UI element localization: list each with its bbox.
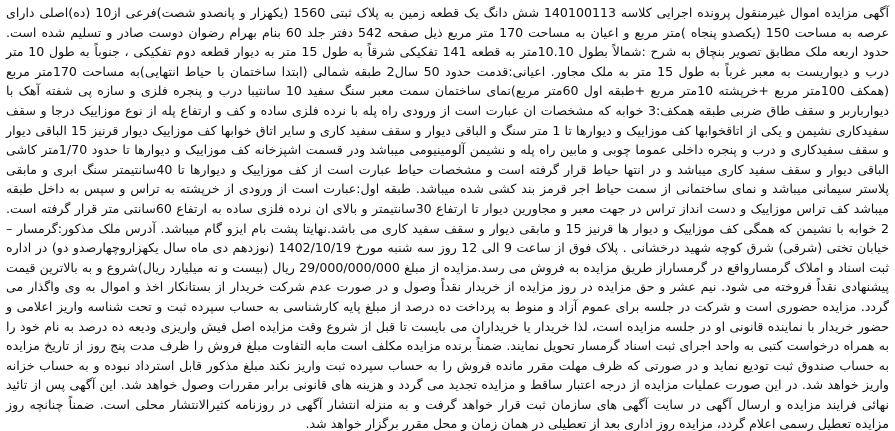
auction-notice-text: آگهی مزایده اموال غیرمنقول پرونده اجرایی کلاسه 140100113 شش دانگ یک قطعه زمین به پلاک ثبتی 1560 (یکهزار و پانصدو شصت)فرعی از10 (ده)اصلی دارای عرصه به مساحت 150 (یکصدو پنجاه )متر مربع و اعیان به مساحت 170 متر مربع ذیل صفحه 542 دفتر جلد 60 بنام بهرام رضوان دوست صادر و تسلیم شده است. حدود اربعه ملک مطابق تصویر بنچاق به شرح :شمالاً بطول 10.10متر به قطعه 141 تفکیکی شرقاً به طول 15 متر به دیوار قطعه دوم تفکیکی ، جنوباً به طول 10 متر درب و دیواریست به معبر غرباً به طول 15 متر به ملک مجاور. اعیانی:قدمت حدود 50 سال2 طبقه شمالی (ابتدا ساختمان با حیاط انتهایی)به مساحت 170متر مربع (همکف 100متر مربع +خرپشته 10متر مربع +طبقه اول 60متر مربع)نمای ساختمان سمت معبر سنگ سفید 10 سانتیبا درب و پنجره فلزی و سازه پی شفته آهک با دیوارباربر و سقف طاق ضربی طبقه همکف:3 خوابه که مشخصات ان عبارت است از ورودی راه پله با نرده فلزی ساده و کف و ارتفاع پله از نوع موزاییک درجا و سقف سفیدکاری نشیمن و یکی از اتاقخوابها کف موزاییک و دیوارها تا 1 متر سنگ و الباقی دیوار و سقف سفید کاری و سایر اتاق خوابها کف موزاییک دیوار قرنیز 15 الباقی دیوار و سقف سفیدکاری و درب و پنجره داخلی عموما چوبی و مابین راه پله و نشیمن آلومینیومی میباشد ودر قسمت اشپزخانه کف موزاییک و دیوارها تا حدود 1/70متر کاشی الباقی دیوار و سقف سفید کاری میباشد و در انتها حیاط قرار گرفته است و مشخصات حیاط عبارت است از کف موزاییک و دیوارها تا 40سانتیمتر سنگ ابری و مابقی پلاستر سیمانی میباشد و نمای ساختمانی از سمت حیاط اجر قرمز بند کشی شده میباشد. طبقه اول:عبارت است از ورودی از خرپشته به تراس و سپس به داخل طبقه میباشد کف تراس موزاییک و دست انداز تراس در جهت معبر و مجاورین دیوار تا ارتفاع 30سانتیمتر و بالای ان نرده فلزی ساده به ارتفاع 60سانتی متر قرار گرفته است. 2 خوابه با نشیمن که همگی کف موزاییک و دیوار ها قرنیز 15 و مابقی دیوار و سقف سفید کاری می باشد.نهایتا پشت بام ایزو گام میباشد. آدرس ملک مذکور:گرمسار – خیابان تختی (شرقی) شرق کوچه شهید درخشانی . پلاک فوق از ساعت 9 الی 12 روز سه شنبه مورخ 1402/10/19 (نوزدهم دی ماه سال یکهزاروچهارصدو دو) در اداره ثبت اسناد و املاک گرمسارواقع در گرمساراز طریق مزایده به فروش می رسد.مزایده از مبلغ 29/000/000/000 ریال (بیست و نه میلیارد ریال)شروع و به بالاترین قیمت پیشنهادی نقداً فروخته می شود. نیم عشر و حق مزایده در روز مزایده از خریدار نقداً وصول و در صورت عدم شرکت خریدار از بستانکار اخذ و اموال به وی واگذار می گردد. مزایده حضوری است و شرکت در جلسه برای عموم آزاد و منوط به پرداخت ده درصد از مبلغ پایه کارشناسی به حساب سپرده ثبت و تحت شناسه واریز اعلامی و حضور خریدار با نماینده قانونی او در جلسه مزایده است، لذا خریدار یا خریداران می بایست تا قبل از شروع وقت مزایده اصل فیش واریزی ودیعه ده درصد به نام خود را به همراه درخواست کتبی به واحد اجرای ثبت اسناد گرمسار تحویل نمایند. ضمناً برنده مزایده مکلف است مابه التفاوت مبلغ فروش را ظرف مدت پنج روز از تاریخ مزایده به حساب صندوق ثبت تودیع نماید و در صورتی که ظرف مهلت مقرر مانده فروش را به حساب سپرده ثبت واریز نکند مبلغ مذکور قابل استرداد نبوده و به حساب خزانه واریز خواهد شد. در این صورت عملیات مزایده از درجه اعتبار ساقط و مزایده تجدید می گردد و هزینه های قانونی برابر مقررات وصول خواهد شد. این آگهی پس از تائید نهائی فرایند مزایده و ارسال آگهی در سایت آگهی های سازمان ثبت قرار خواهد گرفت و به منزله انتشار آگهی در روزنامه کثیرالانتشار محلی است. ضمناً چنانچه روز مزایده تعطیل رسمی اعلام گردد، مزایده روز اداری بعد از تعطیلی در همان زمان و محل مقرر برگزار خواهد شد. [6, 5, 890, 431]
